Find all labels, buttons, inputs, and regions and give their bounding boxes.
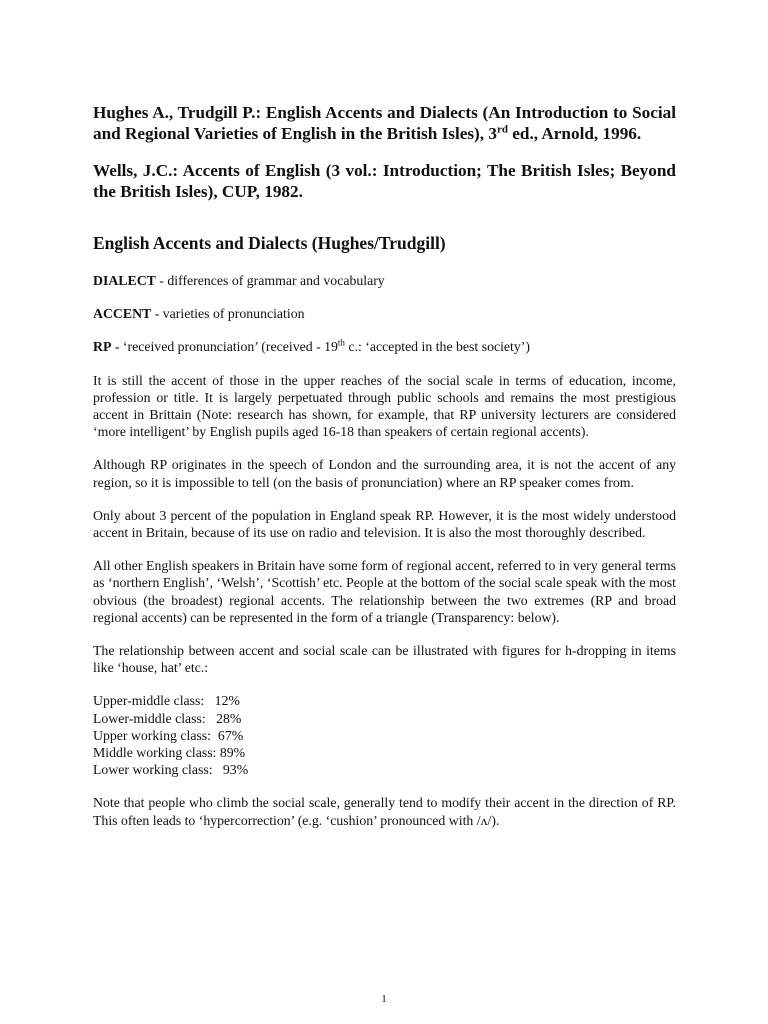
term-dialect: DIALECT — [93, 273, 156, 288]
list-item: Lower-middle class: 28% — [93, 710, 242, 726]
document-page — [93, 103, 676, 845]
page-number: 1 — [381, 993, 387, 1005]
paragraph-regional-accents: All other English speakers in Britain have some form of regional accent, referred to in very general terms as ‘northern English’, ‘Welsh’, ‘Scottish’ etc. People at the bottom of the social scale speak with the most obvious (the broadest) regional accents. The relationship between the two extremes (RP and broad regional accents) can be represented in the form of a triangle (Transparency: below). — [93, 558, 676, 625]
paragraph-rp-origin: Although RP originates in the speech of London and the surrounding area, it is not the accent of any region, so it is impossible to tell (on the basis of pronunciation) where an RP speaker comes from. — [93, 457, 676, 490]
list-item: Upper working class: 67% — [93, 727, 244, 743]
definition-dialect: DIALECT - differences of grammar and vocabulary — [93, 273, 385, 288]
paragraph-rp-social-scale: It is still the accent of those in the upper reaches of the social scale in terms of education, income, profession or title. It is largely perpetuated through public schools and remains the most prestigious accent in Brittain (Note: research has shown, for example, that RP university lecturers are considered ‘more intelligent’ by English pupils aged 16-18 than speakers of certain regional accents). — [93, 372, 676, 440]
list-item: Middle working class: 89% — [93, 745, 246, 761]
h-dropping-list — [93, 692, 676, 778]
reference-wells: Wells, J.C.: Accents of English (3 vol.: Introduction; The British Isles; Beyond the British Isles), CUP, 1982. — [93, 161, 676, 201]
paragraph-rp-percentage: Only about 3 percent of the population in England speak RP. However, it is the most widely understood accent in Britain, because of its use on radio and television. It is also the most thoroughly described. — [93, 507, 676, 541]
paragraph-h-dropping-intro: The relationship between accent and social scale can be illustrated with figures for h-dropping in items like ‘house, hat’ etc.: — [93, 643, 676, 676]
list-item: Lower working class: 93% — [93, 762, 249, 778]
reference-hughes-trudgill: Hughes A., Trudgill P.: English Accents and Dialects (An Introduction to Social and Regional Varieties of English in the British Isles), 3rd ed., Arnold, 1996. — [93, 103, 676, 143]
section-title: English Accents and Dialects (Hughes/Trudgill) — [93, 233, 446, 253]
definition-accent: ACCENT - varieties of pronunciation — [93, 306, 305, 322]
paragraph-hypercorrection: Note that people who climb the social scale, generally tend to modify their accent in the direction of RP. This often leads to ‘hypercorrection’ (e.g. ‘cushion’ pronounced with /ʌ/). — [93, 795, 676, 828]
definition-rp: RP - ‘received pronunciation’ (received - 19th c.: ‘accepted in the best society’) — [93, 337, 530, 355]
term-rp: RP — [93, 339, 112, 355]
term-accent: ACCENT — [93, 306, 152, 322]
list-item: Upper-middle class: 12% — [93, 693, 240, 709]
